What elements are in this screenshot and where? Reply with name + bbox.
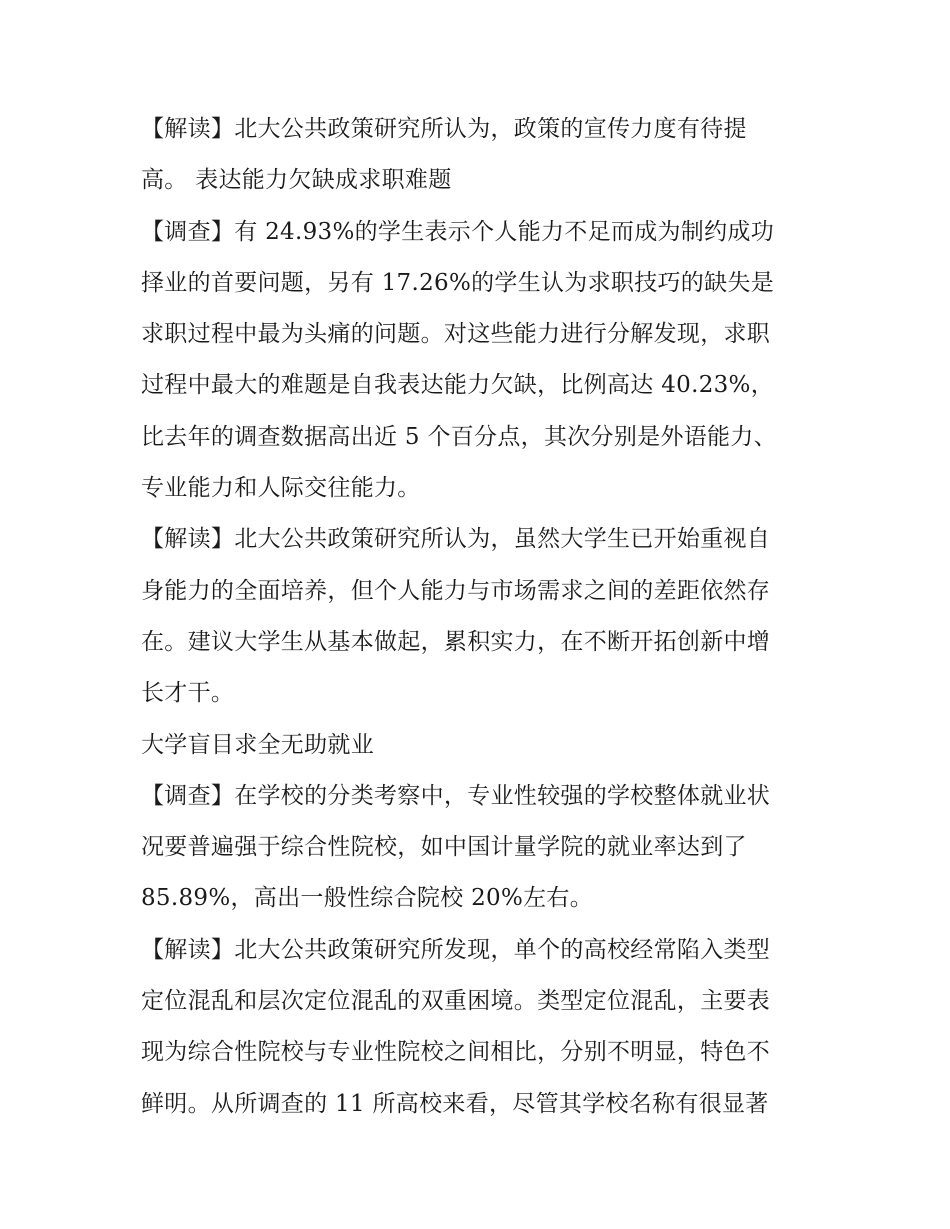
text-line: 长才干。 (141, 680, 235, 707)
text-line: 专业能力和人际交往能力。 (141, 475, 421, 502)
text-line: 况要普遍强于综合性院校，如中国计量学院的就业率达到了 (141, 834, 747, 861)
text-line: 高。 表达能力欠缺成求职难题 (141, 167, 452, 194)
section-heading: 大学盲目求全无助就业 (141, 731, 374, 758)
text-line: 身能力的全面培养，但个人能力与市场需求之间的差距依然存 (141, 577, 771, 604)
text-line: 【调查】在学校的分类考察中，专业性较强的学校整体就业状 (141, 782, 771, 809)
text-line: 定位混乱和层次定位混乱的双重困境。类型定位混乱，主要表 (141, 988, 771, 1015)
text-line: 【解读】北大公共政策研究所发现，单个的高校经常陷入类型 (141, 936, 771, 963)
text-line: 比去年的调查数据高出近 5 个百分点，其次分别是外语能力、 (141, 423, 777, 450)
text-line: 过程中最大的难题是自我表达能力欠缺，比例高达 40.23%， (141, 372, 775, 399)
text-line: 【解读】北大公共政策研究所认为，虽然大学生已开始重视自 (141, 526, 771, 553)
text-line: 在。建议大学生从基本做起，累积实力，在不断开拓创新中增 (141, 628, 771, 655)
document-body (141, 104, 821, 1130)
text-line: 鲜明。从所调查的 11 所高校来看，尽管其学校名称有很显著 (141, 1090, 769, 1117)
text-line: 85.89%，高出一般性综合院校 20%左右。 (141, 885, 594, 912)
text-line: 现为综合性院校与专业性院校之间相比，分别不明显，特色不 (141, 1039, 771, 1066)
text-line: 【解读】北大公共政策研究所认为，政策的宣传力度有待提 (141, 116, 747, 142)
text-line: 【调查】有 24.93%的学生表示个人能力不足而成为制约成功 (141, 218, 775, 245)
text-line: 择业的首要问题，另有 17.26%的学生认为求职技巧的缺失是 (141, 269, 775, 296)
text-line: 求职过程中最为头痛的问题。对这些能力进行分解发现，求职 (141, 321, 771, 348)
